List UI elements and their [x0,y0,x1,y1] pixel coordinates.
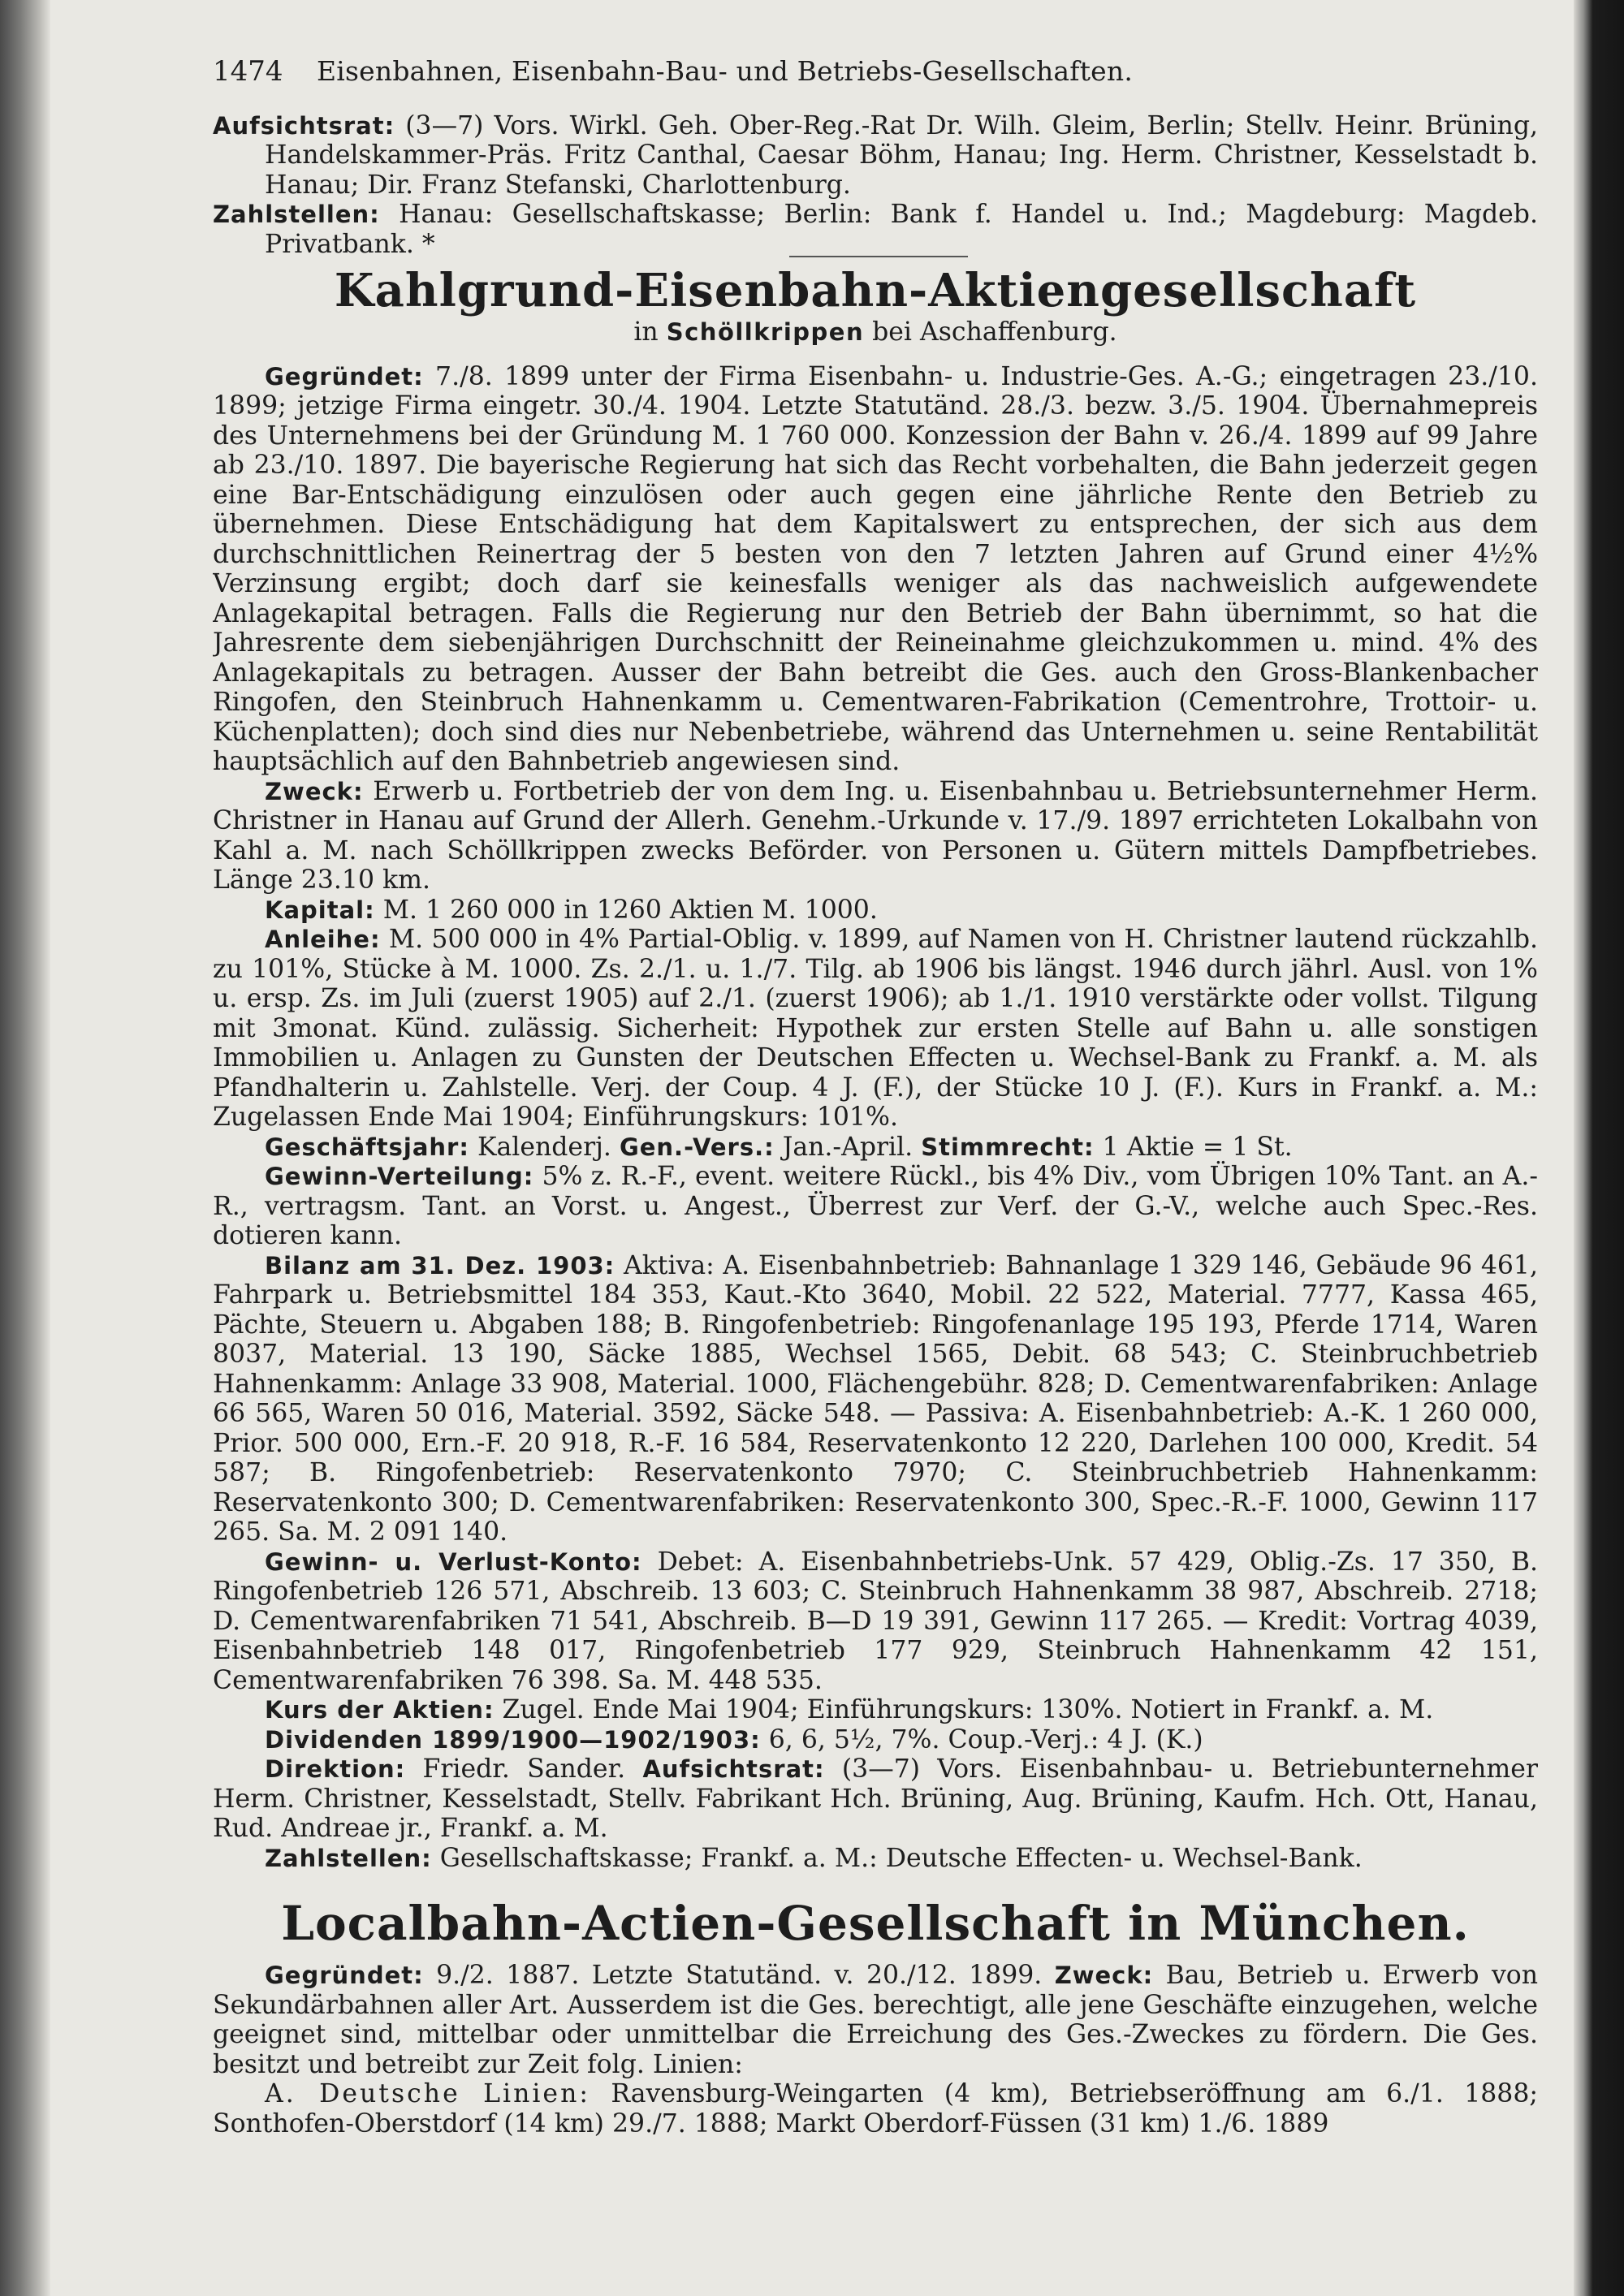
running-title: Eisenbahnen, Eisenbahn-Bau- und Betriebs-Gesellschaften. [317,57,1134,87]
book-page [213,57,1538,2281]
zahlstellen-paragraph: Zahlstellen: Gesellschaftskasse; Frankf. a. M.: Deutsche Effecten- u. Wechsel-Bank. [265,1843,1363,1873]
localbahn-gegruendet-paragraph: Gegründet: 9./2. 1887. Letzte Statutänd. v. 20./12. 1899. Zweck: Bau, Betrieb u. Erwerb von Sekundärbahnen aller Art. Ausserdem ist die Ges. berechtigt, alle jene Geschäfte einzugehen, welche geeignet sind, mittelbar oder unmittelbar die Erreichung des Ges.-Zweckes zu fördern. Die Ges. besitzt und betreibt zur Zeit folg. Linien: [213,1961,1538,2079]
gegruendet-paragraph: Gegründet: 7./8. 1899 unter der Firma Eisenbahn- u. Industrie-Ges. A.-G.; eingetragen 23./10. 1899; jetzige Firma eingetr. 30./4. 1904. Letzte Statutänd. 28./3. bezw. 3./5. 1904. Übernahmepreis des Unternehmens bei der Gründung M. 1 760 000. Konzession der Bahn v. 26./4. 1899 auf 99 Jahre ab 23./10. 1897. Die bayerische Regierung hat sich das Recht vorbehalten, die Bahn jederzeit gegen eine Bar-Entschädigung einzulösen oder auch gegen eine jährliche Rente den Betrieb zu übernehmen. Diese Entschädigung hat dem Kapitalswert zu entsprechen, der sich aus dem durchschnittlichen Reinertrag der 5 besten von den 7 letzten Jahren auf Grund einer 4½% Verzinsung ergibt; doch darf sie keinesfalls weniger als das nachweislich aufgewendete Anlagekapital betragen. Falls die Regierung nur den Betrieb der Bahn übernimmt, so hat die Jahresrente dem siebenjährigen Durchschnitt der Reineinahme gleichzukommen u. mind. 4% des Anlagekapitals zu betragen. Ausser der Bahn betreibt die Ges. auch den Gross-Blankenbacher Ringofen, den Steinbruch Hahnenkamm u. Cementwaren-Fabrikation (Cementrohre, Trottoir- u. Küchenplatten); doch sind dies nur Nebenbetriebe, während das Unternehmen u. seine Rentabilität hauptsächlich auf den Bahnbetrieb angewiesen sind. [213,361,1538,776]
section-divider [789,256,968,257]
guv-paragraph: Gewinn- u. Verlust-Konto: Debet: A. Eisenbahnbetriebs-Unk. 57 429, Oblig.-Zs. 17 350, B. Ringofenbetrieb 126 571, Abschreib. 13 603; C. Steinbruch Hahnenkamm 38 987, Abschreib. 2718; D. Cementwarenfabriken 71 541, Abschreib. B—D 19 391, Gewinn 117 265. — Kredit: Vortrag 4039, Eisenbahnbetrieb 148 017, Ringofenbetrieb 177 929, Steinbruch Hahnenkamm 42 151, Cementwarenfabriken 76 398. Sa. M. 448 535. [213,1547,1538,1695]
kapital-paragraph: Kapital: M. 1 260 000 in 1260 Aktien M. 1000. [265,895,878,925]
prev-zahlstellen: Zahlstellen: Hanau: Gesellschaftskasse; Berlin: Bank f. Handel u. Ind.; Magdeburg: Magdeb. Privatbank. * [213,200,1538,259]
gewinn-verteilung-paragraph: Gewinn-Verteilung: 5% z. R.-F., event. weitere Rückl., bis 4% Div., vom Übrigen 10% Tant. an A.-R., vertragsm. Tant. an Vorst. u. Angest., Überrest zur Verf. der G.-V., welche auch Spec.-Res. dotieren kann. [213,1162,1538,1250]
page-edge-shadow [1574,0,1624,2296]
kurs-paragraph: Kurs der Aktien: Zugel. Ende Mai 1904; Einführungskurs: 130%. Notiert in Frankf. a. M. [265,1695,1434,1724]
book-gutter-shadow [0,0,50,2296]
bilanz-paragraph: Bilanz am 31. Dez. 1903: Aktiva: A. Eisenbahnbetrieb: Bahnanlage 1 329 146, Gebäude 96 461, Fahrpark u. Betriebsmittel 184 353, Kaut.-Kto 3640, Mobil. 22 522, Material. 7777, Kassa 465, Pächte, Steuern u. Abgaben 188; B. Ringofenbetrieb: Ringofenanlage 195 193, Pferde 1714, Waren 8037, Material. 13 190, Säcke 1885, Wechsel 1565, Debit. 68 543; C. Steinbruchbetrieb Hahnenkamm: Anlage 33 908, Material. 1000, Flächengebühr. 828; D. Cementwarenfabriken: Anlage 66 565, Waren 50 016, Material. 3592, Säcke 548. — Passiva: A. Eisenbahnbetrieb: A.-K. 1 260 000, Prior. 500 000, Ern.-F. 20 918, R.-F. 16 584, Reservatenkonto 12 220, Darlehen 100 000, Kredit. 54 587; B. Ringofenbetrieb: Reservatenkonto 7970; C. Steinbruchbetrieb Hahnenkamm: Reservatenkonto 300; D. Cementwarenfabriken: Reservatenkonto 300, Spec.-R.-F. 1000, Gewinn 117 265. Sa. M. 2 091 140. [213,1250,1538,1547]
location-place: Schöllkrippen [666,318,865,346]
label-aufsichtsrat: Aufsichtsrat: [213,111,395,140]
geschaeftsjahr-paragraph: Geschäftsjahr: Kalenderj. Gen.-Vers.: Jan.-April. Stimmrecht: 1 Aktie = 1 St. [265,1132,1293,1162]
label-zahlstellen: Zahlstellen: [213,201,380,228]
prev-aufsichtsrat: Aufsichtsrat: (3—7) Vors. Wirkl. Geh. Ober-Reg.-Rat Dr. Wilh. Gleim, Berlin; Stellv. Heinr. Brüning, Handelskammer-Präs. Fritz Canthal, Caesar Böhm, Hanau; Ing. Herm. Christner, Kesselstadt b. Hanau; Dir. Franz Stefanski, Charlottenburg. [213,110,1538,200]
localbahn-linien-paragraph: A. Deutsche Linien: Ravensburg-Weingarten (4 km), Betriebseröffnung am 6./1. 1888; Sonthofen-Oberstdorf (14 km) 29./7. 1888; Markt Oberdorf-Füssen (31 km) 1./6. 1889 [213,2079,1538,2138]
page-header [213,57,1538,87]
anleihe-paragraph: Anleihe: M. 500 000 in 4% Partial-Oblig. v. 1899, auf Namen von H. Christner lautend rückzahlb. zu 101%, Stücke à M. 1000. Zs. 2./1. u. 1./7. Tilg. ab 1906 bis längst. 1946 durch jährl. Ausl. von 1% u. ersp. Zs. im Juli (zuerst 1905) auf 2./1. (zuerst 1906); ab 1./1. 1910 verstärkte oder vollst. Tilgung mit 3monat. Künd. zulässig. Sicherheit: Hypothek zur ersten Stelle auf Bahn u. alle sonstigen Immobilien u. Anlagen zu Gunsten der Deutschen Effecten u. Wechsel-Bank zu Frankf. a. M. als Pfandhalterin u. Zahlstelle. Verj. der Coup. 4 J. (F.), der Stücke 10 J. (F.). Kurs in Frankf. a. M.: Zugelassen Ende Mai 1904; Einführungskurs: 101%. [213,925,1538,1132]
dividenden-paragraph: Dividenden 1899/1900—1902/1903: 6, 6, 5½, 7%. Coup.-Verj.: 4 J. (K.) [265,1724,1203,1754]
direktion-paragraph: Direktion: Friedr. Sander. Aufsichtsrat: (3—7) Vors. Eisenbahnbau- u. Betriebunternehmer Herm. Christner, Kesselstadt, Stellv. Fabrikant Hch. Brüning, Aug. Brüning, Kaufm. Hch. Ott, Hanau, Rud. Andreae jr., Frankf. a. M. [213,1754,1538,1843]
zweck-paragraph: Zweck: Erwerb u. Fortbetrieb der von dem Ing. u. Eisenbahnbau u. Betriebsunternehmer Herm. Christner in Hanau auf Grund der Allerh. Genehm.-Urkunde v. 17./9. 1897 errichteten Lokalbahn von Kahl a. M. nach Schöllkrippen zwecks Beförder. von Personen u. Gütern mittels Dampfbetriebes. Länge 23.10 km. [213,776,1538,895]
company-title-kahlgrund: Kahlgrund-Eisenbahn-Aktiengesellschaft [334,264,1417,317]
page-number: 1474 [213,57,283,88]
company-location: in Schöllkrippen bei Aschaffenburg. [633,317,1117,347]
company-title-localbahn: Localbahn-Actien-Gesellschaft in München. [281,1896,1470,1951]
